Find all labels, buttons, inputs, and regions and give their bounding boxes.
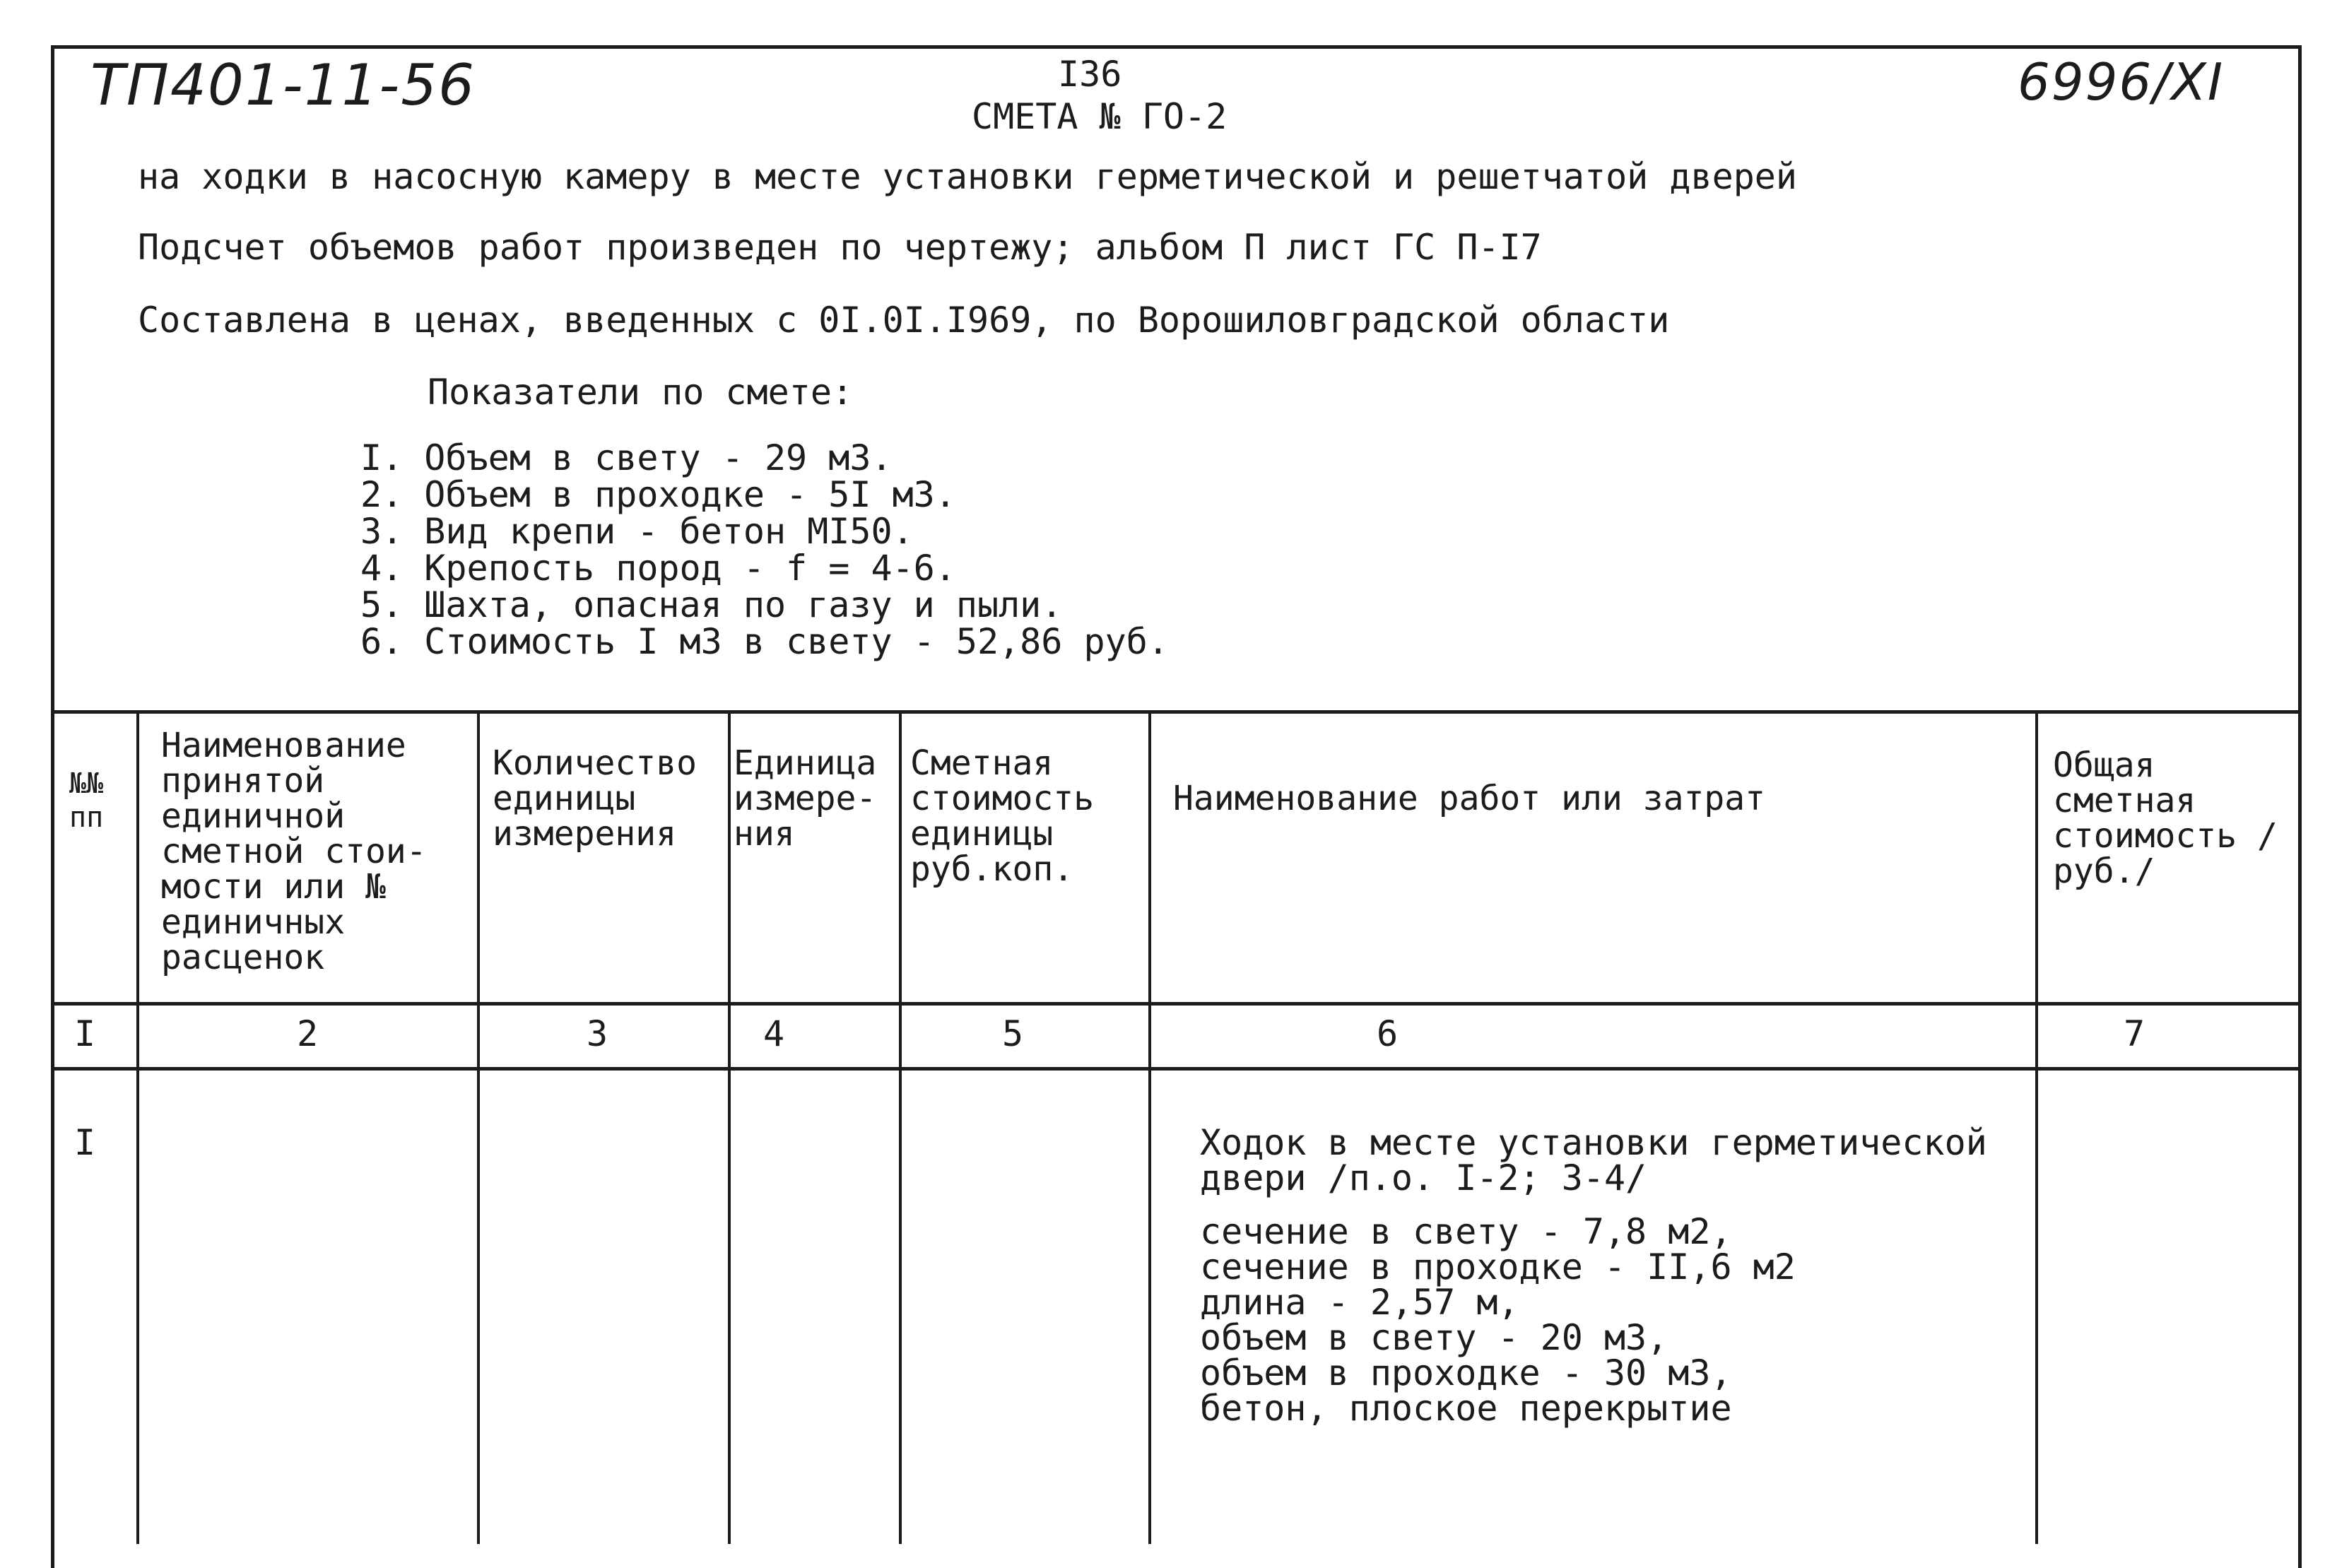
col-divider [728, 710, 731, 1544]
calc-basis-line: Подсчет объемов работ произведен по чертежу; альбом П лист ГС П-I7 [138, 227, 1542, 268]
col-divider [899, 710, 902, 1544]
col-number: I [74, 1013, 96, 1054]
col-divider [477, 710, 480, 1544]
row-detail: сечение в проходке - II,6 м2 [1200, 1246, 1796, 1287]
col-header-rate: Наименование принятой единичной сметной стои- мости или № единичных расценок [161, 726, 427, 977]
col-number: 5 [1002, 1013, 1024, 1054]
col-number: 7 [2124, 1013, 2145, 1054]
col-divider [136, 710, 139, 1544]
indicator-item: I. Объем в свету - 29 м3. [360, 437, 893, 478]
indicator-item: 2. Объем в проходке - 5I м3. [360, 474, 956, 515]
sheet-code: 6996/XI [2018, 52, 2225, 112]
row-detail: длина - 2,57 м, [1200, 1282, 1519, 1323]
row-number: I [74, 1122, 96, 1163]
indicator-item: 6. Стоимость I м3 в свету - 52,86 руб. [360, 621, 1169, 662]
estimate-subtitle: на ходки в насосную камеру в месте установки герметической и решетчатой дверей [138, 156, 1797, 197]
price-basis-line: Составлена в ценах, введенных с 0I.0I.I969, по Ворошиловградской области [138, 300, 1670, 341]
col-header-quantity: Количество единицы измерения [493, 743, 697, 854]
page-number: I36 [1058, 54, 1122, 95]
estimate-title: СМЕТА № ГО-2 [972, 96, 1228, 137]
col-divider [1148, 710, 1151, 1544]
col-header-num: №№ пп [69, 767, 104, 834]
row-detail: объем в свету - 20 м3, [1200, 1317, 1668, 1358]
col-header-unit-cost: Сметная стоимость единицы руб.коп. [910, 743, 1095, 889]
number-row-rule [51, 1067, 2298, 1071]
col-header-unit: Единица измере- ния [734, 743, 877, 854]
table-top-rule [51, 710, 2298, 714]
header-bottom-rule [51, 1002, 2298, 1006]
indicators-heading: Показатели по смете: [428, 372, 854, 413]
col-number: 2 [297, 1013, 319, 1054]
col-header-total: Общая сметная стоимость /руб./ [2053, 745, 2278, 891]
project-code: ТП401-11-56 [90, 52, 476, 118]
row-detail: объем в проходке - 30 м3, [1200, 1352, 1732, 1393]
col-divider [2035, 710, 2038, 1544]
row-detail: бетон, плоское перекрытие [1200, 1388, 1732, 1429]
row-title: Ходок в месте установки герметической двери /п.о. I-2; 3-4/ [1200, 1122, 1987, 1198]
row-detail: сечение в свету - 7,8 м2, [1200, 1211, 1732, 1252]
col-number: 3 [587, 1013, 608, 1054]
indicator-item: 3. Вид крепи - бетон MI50. [360, 511, 914, 552]
col-header-work-name: Наименование работ или затрат [1173, 779, 1766, 818]
indicator-item: 5. Шахта, опасная по газу и пыли. [360, 584, 1063, 625]
col-number: 6 [1377, 1013, 1399, 1054]
col-number: 4 [763, 1013, 785, 1054]
indicator-item: 4. Крепость пород - f = 4-6. [360, 548, 956, 589]
